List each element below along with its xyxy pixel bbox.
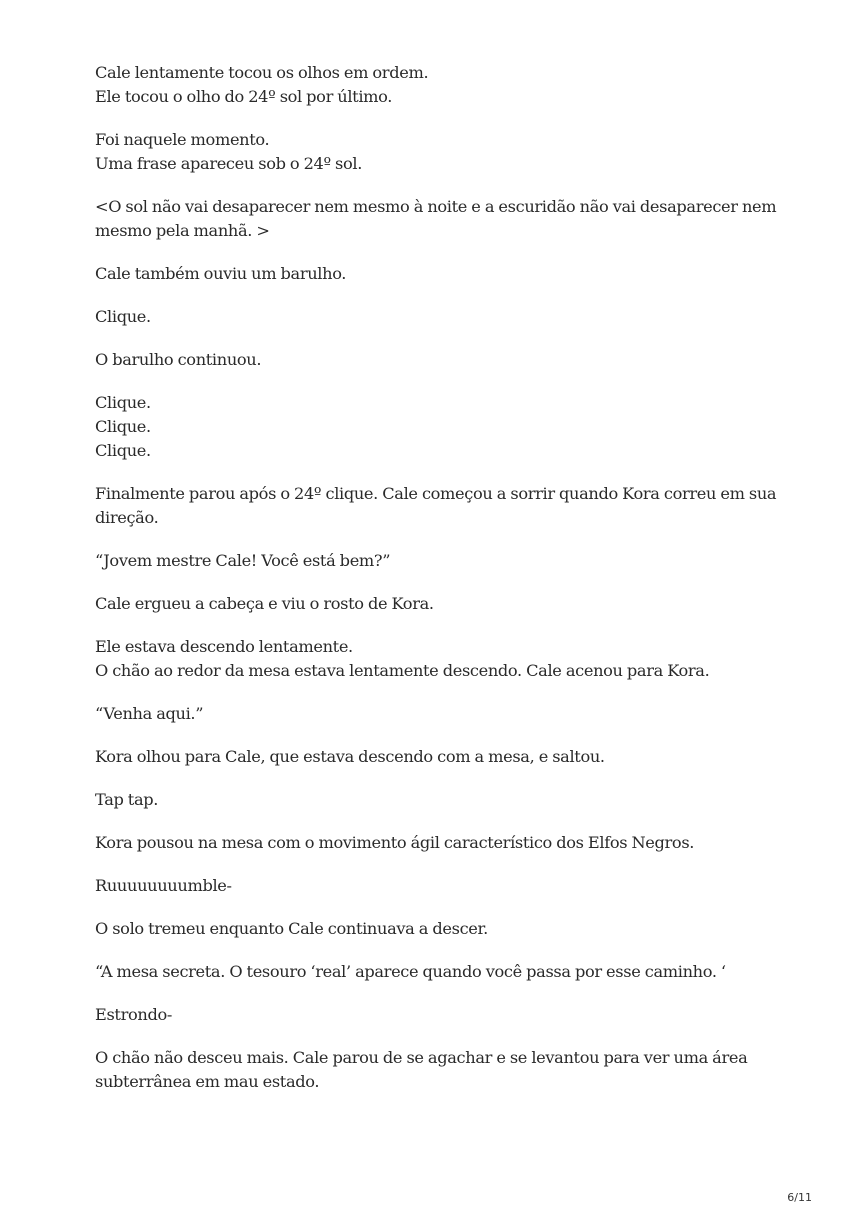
text-line: O chão não desceu mais. Cale parou de se agachar e se levantou para ver uma área: [95, 1048, 748, 1067]
text-line: mesmo pela manhã. >: [95, 221, 270, 240]
text-line: Cale também ouviu um barulho.: [95, 264, 347, 283]
text-line: direção.: [95, 508, 159, 527]
text-line: Clique.: [95, 307, 151, 326]
text-line: Finalmente parou após o 24º clique. Cale começou a sorrir quando Kora correu em sua: [95, 484, 777, 503]
paragraph: [95, 960, 775, 984]
text-line: Foi naquele momento.: [95, 130, 270, 149]
text-line: subterrânea em mau estado.: [95, 1072, 320, 1091]
document-body: [95, 61, 775, 1113]
text-line: Kora pousou na mesa com o movimento ágil característico dos Elfos Negros.: [95, 833, 695, 852]
text-line: “Venha aqui.”: [95, 704, 204, 723]
text-line: Uma frase apareceu sob o 24º sol.: [95, 154, 363, 173]
paragraph: [95, 262, 775, 286]
paragraph: [95, 917, 775, 941]
paragraph: [95, 305, 775, 329]
text-line: Estrondo-: [95, 1005, 172, 1024]
text-line: O barulho continuou.: [95, 350, 262, 369]
paragraph: [95, 482, 775, 530]
paragraph: [95, 831, 775, 855]
page-number: 6/11: [787, 1191, 812, 1204]
paragraph: [95, 61, 775, 109]
text-line: “Jovem mestre Cale! Você está bem?”: [95, 551, 391, 570]
text-line: O chão ao redor da mesa estava lentamente descendo. Cale acenou para Kora.: [95, 661, 710, 680]
text-line: Clique.: [95, 417, 151, 436]
paragraph: [95, 702, 775, 726]
paragraph: [95, 391, 775, 463]
text-line: Ruuuuuuuumble-: [95, 876, 232, 895]
paragraph: [95, 592, 775, 616]
paragraph: [95, 1003, 775, 1027]
text-line: Cale ergueu a cabeça e viu o rosto de Kora.: [95, 594, 434, 613]
paragraph: [95, 1046, 775, 1094]
paragraph: [95, 788, 775, 812]
text-line: Kora olhou para Cale, que estava descendo com a mesa, e saltou.: [95, 747, 605, 766]
text-line: Clique.: [95, 393, 151, 412]
text-line: Clique.: [95, 441, 151, 460]
paragraph: [95, 128, 775, 176]
text-line: “A mesa secreta. O tesouro ‘real’ aparece quando você passa por esse caminho. ‘: [95, 962, 726, 981]
paragraph: [95, 635, 775, 683]
text-line: O solo tremeu enquanto Cale continuava a descer.: [95, 919, 488, 938]
paragraph: [95, 348, 775, 372]
paragraph: [95, 195, 775, 243]
text-line: Tap tap.: [95, 790, 159, 809]
text-line: <O sol não vai desaparecer nem mesmo à noite e a escuridão não vai desaparecer nem: [95, 197, 777, 216]
text-line: Ele tocou o olho do 24º sol por último.: [95, 87, 393, 106]
text-line: Ele estava descendo lentamente.: [95, 637, 353, 656]
paragraph: [95, 745, 775, 769]
text-line: Cale lentamente tocou os olhos em ordem.: [95, 63, 429, 82]
paragraph: [95, 874, 775, 898]
paragraph: [95, 549, 775, 573]
